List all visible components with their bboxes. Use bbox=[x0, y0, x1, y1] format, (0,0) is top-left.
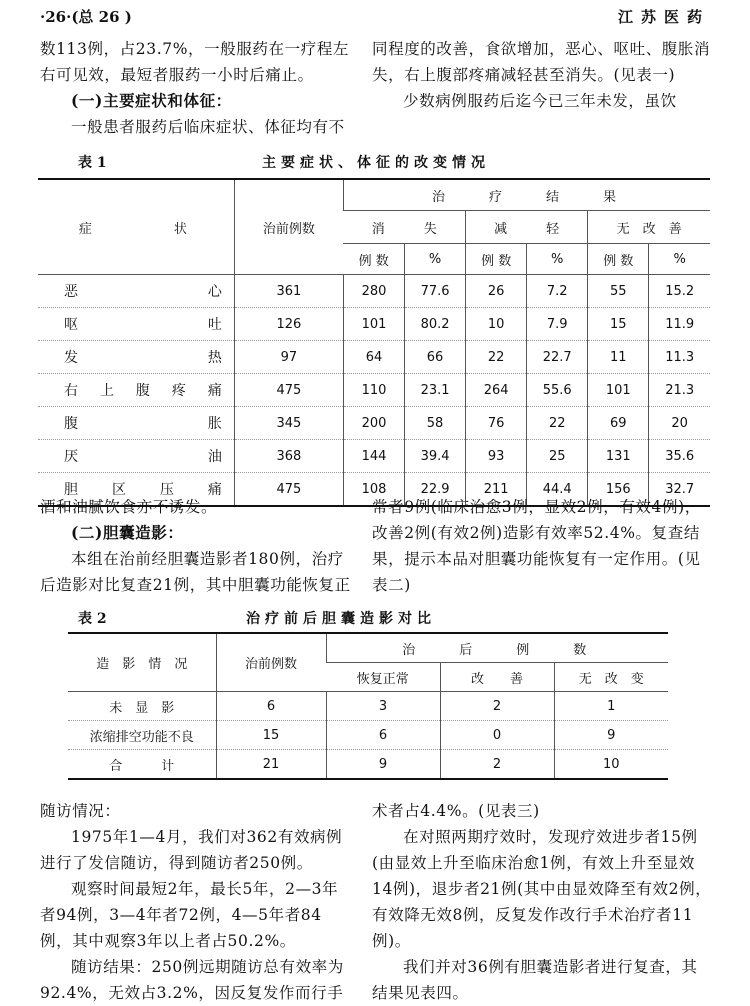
table1-label: 表 1 bbox=[78, 155, 107, 171]
cell: 64 bbox=[343, 341, 404, 374]
table2-group-nochange: 无 改 变 bbox=[554, 663, 668, 692]
paragraph: 一般患者服药后临床症状、体征均有不 bbox=[71, 118, 345, 136]
table-row bbox=[68, 750, 668, 780]
cell: 26 bbox=[466, 275, 527, 308]
paragraph: 术者占4.4%。(见表三) bbox=[372, 802, 540, 820]
symptom-name: 恶心 bbox=[38, 275, 234, 308]
sub-pct: % bbox=[527, 244, 588, 275]
cell: 1 bbox=[554, 692, 668, 721]
cell: 7.9 bbox=[527, 308, 588, 341]
table2-title: 治疗前后胆囊造影对比 bbox=[246, 611, 436, 627]
cell: 156 bbox=[588, 473, 649, 507]
cell: 55.6 bbox=[527, 374, 588, 407]
cell: 144 bbox=[343, 440, 404, 473]
table2-group-normal: 恢复正常 bbox=[326, 663, 440, 692]
table1-title: 主要症状、体征的改变情况 bbox=[262, 155, 490, 171]
sub-pct: % bbox=[405, 244, 466, 275]
cell: 3 bbox=[326, 692, 440, 721]
table-row bbox=[38, 440, 710, 473]
bottom-right-column bbox=[372, 798, 712, 1006]
cell: 32.7 bbox=[649, 473, 710, 507]
situation-name: 浓缩排空功能不良 bbox=[68, 721, 216, 750]
cell: 35.6 bbox=[649, 440, 710, 473]
section-heading: (二)胆囊造影： bbox=[71, 523, 184, 542]
cell: 20 bbox=[649, 407, 710, 440]
paragraph: 本组在治前经胆囊造影者180例，治疗后造影对比复查21例，其中胆囊功能恢复正 bbox=[40, 550, 351, 594]
cell: 22.9 bbox=[405, 473, 466, 507]
cell: 345 bbox=[234, 407, 343, 440]
situation-name: 合 计 bbox=[109, 758, 175, 774]
cell: 76 bbox=[466, 407, 527, 440]
cell: 110 bbox=[343, 374, 404, 407]
table-row bbox=[38, 275, 710, 308]
cell: 80.2 bbox=[405, 308, 466, 341]
paragraph: 同程度的改善，食欲增加，恶心、呕吐、腹胀消失，右上腹部疼痛减轻甚至消失。(见表一) bbox=[372, 40, 711, 84]
cell: 9 bbox=[326, 750, 440, 780]
table1-header-row bbox=[38, 179, 710, 211]
table1-group-reduce: 减 轻 bbox=[466, 211, 588, 244]
table-row bbox=[68, 721, 668, 750]
page-header bbox=[40, 6, 710, 28]
cell: 126 bbox=[234, 308, 343, 341]
cell: 11 bbox=[588, 341, 649, 374]
cell: 2 bbox=[440, 750, 554, 780]
table2 bbox=[68, 632, 668, 780]
symptom-name: 呕吐 bbox=[38, 308, 234, 341]
cell: 39.4 bbox=[405, 440, 466, 473]
cell: 22 bbox=[527, 407, 588, 440]
situation-name: 未 显 影 bbox=[68, 692, 216, 721]
sub-pct: % bbox=[649, 244, 710, 275]
cell: 6 bbox=[216, 692, 326, 721]
cell: 475 bbox=[234, 374, 343, 407]
table2-header-row bbox=[68, 633, 668, 663]
table-row bbox=[38, 374, 710, 407]
cell: 101 bbox=[588, 374, 649, 407]
section-heading: 随访情况： bbox=[40, 802, 121, 820]
cell: 21.3 bbox=[649, 374, 710, 407]
table2-label: 表 2 bbox=[78, 611, 107, 627]
cell: 11.3 bbox=[649, 341, 710, 374]
table1-group-nochange: 无 改 善 bbox=[588, 211, 710, 244]
cell: 131 bbox=[588, 440, 649, 473]
cell: 11.9 bbox=[649, 308, 710, 341]
paragraph: 观察时间最短2年，最长5年，2—3年者94例，3—4年者72例，4—5年者84例，其中观察3年以上者占50.2%。 bbox=[40, 880, 339, 950]
symptom-name: 腹胀 bbox=[38, 407, 234, 440]
paragraph: 随访结果：250例远期随访总有效率为92.4%，无效占3.2%，因反复发作而行手 bbox=[40, 958, 344, 1002]
cell: 15 bbox=[216, 721, 326, 750]
table1-col-symptom: 症 状 bbox=[38, 179, 234, 275]
paragraph: 1975年1—4月，我们对362有效病例进行了发信随访，得到随访者250例。 bbox=[40, 828, 343, 872]
cell: 10 bbox=[466, 308, 527, 341]
cell: 7.2 bbox=[527, 275, 588, 308]
cell: 25 bbox=[527, 440, 588, 473]
cell: 368 bbox=[234, 440, 343, 473]
cell: 44.4 bbox=[527, 473, 588, 507]
cell: 23.1 bbox=[405, 374, 466, 407]
paragraph: 少数病例服药后迄今已三年未发，虽饮 bbox=[403, 92, 677, 110]
table2-col-after: 治 后 例 数 bbox=[326, 633, 668, 663]
table-row bbox=[68, 692, 668, 721]
cell: 69 bbox=[588, 407, 649, 440]
table1-group-disappear: 消 失 bbox=[343, 211, 465, 244]
paragraph: 在对照两期疗效时，发现疗效进步者15例(由显效上升至临床治愈1例，有效上升至显效14例)，退步者21例(其中由显效降至有效2例，有效降无效8例，反复发作改行手术治疗者11例)。 bbox=[372, 828, 712, 950]
cell: 66 bbox=[405, 341, 466, 374]
bottom-left-column bbox=[40, 798, 352, 1006]
sub-count: 例 数 bbox=[588, 244, 649, 275]
cell: 101 bbox=[343, 308, 404, 341]
table-row bbox=[38, 407, 710, 440]
cell: 58 bbox=[405, 407, 466, 440]
cell: 361 bbox=[234, 275, 343, 308]
table2-group-improve: 改 善 bbox=[440, 663, 554, 692]
symptom-name: 发热 bbox=[38, 341, 234, 374]
table1-col-before: 治前例数 bbox=[234, 179, 343, 275]
cell: 211 bbox=[466, 473, 527, 507]
symptom-name: 胆区压痛 bbox=[64, 482, 222, 498]
cell: 22.7 bbox=[527, 341, 588, 374]
cell: 200 bbox=[343, 407, 404, 440]
symptom-name: 右上腹疼痛 bbox=[38, 374, 234, 407]
table-row bbox=[38, 341, 710, 374]
symptom-name: 厌油 bbox=[38, 440, 234, 473]
cell: 475 bbox=[234, 473, 343, 507]
paragraph: 酒和油腻饮食亦不诱发。 bbox=[40, 498, 218, 516]
table-row bbox=[38, 308, 710, 341]
cell: 10 bbox=[554, 750, 668, 780]
cell: 15 bbox=[588, 308, 649, 341]
sub-count: 例 数 bbox=[343, 244, 404, 275]
cell: 0 bbox=[440, 721, 554, 750]
cell: 2 bbox=[440, 692, 554, 721]
middle-left-column bbox=[40, 494, 352, 598]
cell: 97 bbox=[234, 341, 343, 374]
cell: 108 bbox=[343, 473, 404, 507]
cell: 93 bbox=[466, 440, 527, 473]
top-left-column bbox=[40, 36, 352, 140]
section-heading: (一)主要症状和体征： bbox=[71, 91, 232, 110]
cell: 77.6 bbox=[405, 275, 466, 308]
table1-col-result: 治 疗 结 果 bbox=[343, 179, 710, 211]
cell: 280 bbox=[343, 275, 404, 308]
cell: 264 bbox=[466, 374, 527, 407]
cell: 21 bbox=[216, 750, 326, 780]
table1 bbox=[38, 178, 710, 507]
paragraph: 数113例，占23.7%，一般服药在一疗程左右可见效，最短者服药一小时后痛止。 bbox=[40, 40, 350, 84]
paragraph: 我们并对36例有胆囊造影者进行复查，其结果见表四。 bbox=[372, 958, 698, 1002]
top-right-column bbox=[372, 36, 712, 114]
cell: 55 bbox=[588, 275, 649, 308]
cell: 6 bbox=[326, 721, 440, 750]
table2-col-before: 治前例数 bbox=[216, 633, 326, 692]
cell: 22 bbox=[466, 341, 527, 374]
journal-name: 江苏医药 bbox=[617, 8, 710, 26]
paragraph: 常者9例(临床治愈3例，显效2例，有效4例)，改善2例(有效2例)造影有效率52.4%。复查结果，提示本品对胆囊功能恢复有一定作用。(见表二) bbox=[372, 498, 701, 594]
cell: 9 bbox=[554, 721, 668, 750]
table2-col-situation: 造 影 情 况 bbox=[68, 633, 216, 692]
middle-right-column bbox=[372, 494, 712, 598]
page-number: ·26·(总 26 ) bbox=[40, 8, 132, 26]
cell: 15.2 bbox=[649, 275, 710, 308]
sub-count: 例 数 bbox=[466, 244, 527, 275]
